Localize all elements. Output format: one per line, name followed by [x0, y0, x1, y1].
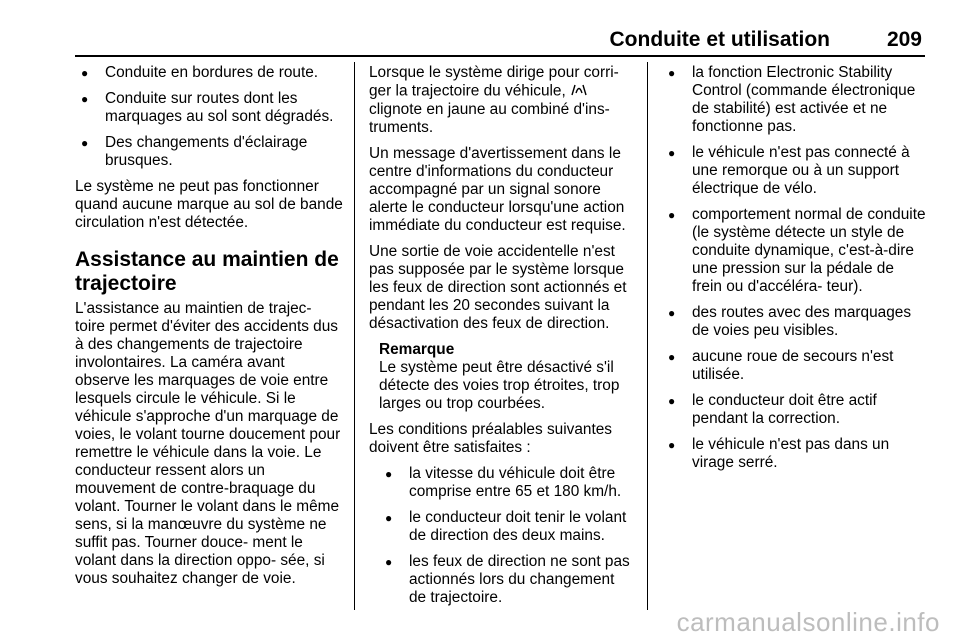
header-rule: [75, 55, 925, 57]
column-2: [369, 64, 635, 615]
list-item: ● la vitesse du véhicule doit être comprise entre 65 et 180 km/h.: [379, 465, 635, 501]
note-title: Remarque: [379, 341, 455, 358]
list-item: ● la fonction Electronic Stability Control (commande électronique de stabilité) est activée et ne fonctionne pas.: [662, 64, 926, 136]
note-text: Le système peut être désactivé s'il détecte des voies trop étroites, trop larges ou trop courbées.: [379, 359, 620, 412]
column-3: [662, 64, 926, 480]
list-item: ● le conducteur doit tenir le volant de direction des deux mains.: [379, 509, 635, 545]
list-item: ● des routes avec des marquages de voies peu visibles.: [662, 304, 926, 340]
paragraph: Le système ne peut pas fonctionner quand aucune marque au sol de bande circulation n'est détectée.: [75, 178, 343, 231]
watermark: carmanualsonline.info: [676, 607, 940, 637]
list-item: ● comportement normal de conduite (le système détecte un style de conduite dynamique, c'est-à-dire une pression sur la pédale de frein ou d'accéléra- teur).: [662, 206, 926, 296]
paragraph: Une sortie de voie accidentelle n'est pas supposée par le système lorsque les feux de direction sont actionnés et pendant les 20 secondes suivant la désactivation des feux de direction.: [369, 243, 627, 332]
list-item: ● le véhicule n'est pas dans un virage serré.: [662, 436, 926, 472]
paragraph: Les conditions préalables suivantes doivent être satisfaites :: [369, 421, 612, 456]
paragraph: Un message d'avertissement dans le centre d'informations du conducteur accompagné par un signal sonore alerte le conducteur lorsqu'une action immédiate du conducteur est requise.: [369, 145, 626, 234]
list-item: ● Conduite en bordures de route.: [75, 64, 343, 82]
list-item: ● les feux de direction ne sont pas actionnés lors du changement de trajectoire.: [379, 553, 635, 607]
list-item: ● Conduite sur routes dont les marquages au sol sont dégradés.: [75, 90, 343, 126]
page-number: 209: [886, 28, 922, 51]
list-item: ● le conducteur doit être actif pendant la correction.: [662, 392, 926, 428]
list-item: ● le véhicule n'est pas connecté à une remorque ou à un support électrique de vélo.: [662, 144, 926, 198]
list-item: ● aucune roue de secours n'est utilisée.: [662, 348, 926, 384]
paragraph-text: clignote en jaune au combiné d'ins- truments.: [369, 101, 610, 136]
column-1: [75, 64, 343, 596]
list-item: ● Des changements d'éclairage brusques.: [75, 134, 343, 170]
section-title: Conduite et utilisation: [609, 28, 830, 51]
page-header: [0, 26, 960, 56]
note-box: [369, 341, 635, 413]
column-divider-2: [647, 62, 648, 610]
section-heading: Assistance au maintien de trajectoire: [75, 248, 339, 295]
column-divider-1: [354, 62, 355, 610]
paragraph: [369, 64, 635, 137]
conditions-list: [369, 465, 635, 607]
paragraph-text: Lorsque le système dirige pour corri- ger la trajectoire du véhicule,: [369, 64, 619, 100]
paragraph: L'assistance au maintien de trajec- toire permet d'éviter des accidents dus à des changements de trajectoire involontaires. La caméra avant observe les marquages de voie entre lesquels circule le véhicule. Si le véhicule s'approche d'un marquage de voies, le volant tourne doucement pour remettre le véhicule dans la voie. Le conducteur ressent alors un mouvement de contre-braquage du volant. Tourner le volant dans le même sens, si la manœuvre du système ne suffit pas. Tourner douce- ment le volant dans la direction oppo- sée, si vous souhaitez changer de voie.: [75, 300, 341, 587]
lane-assist-icon: [570, 82, 588, 101]
